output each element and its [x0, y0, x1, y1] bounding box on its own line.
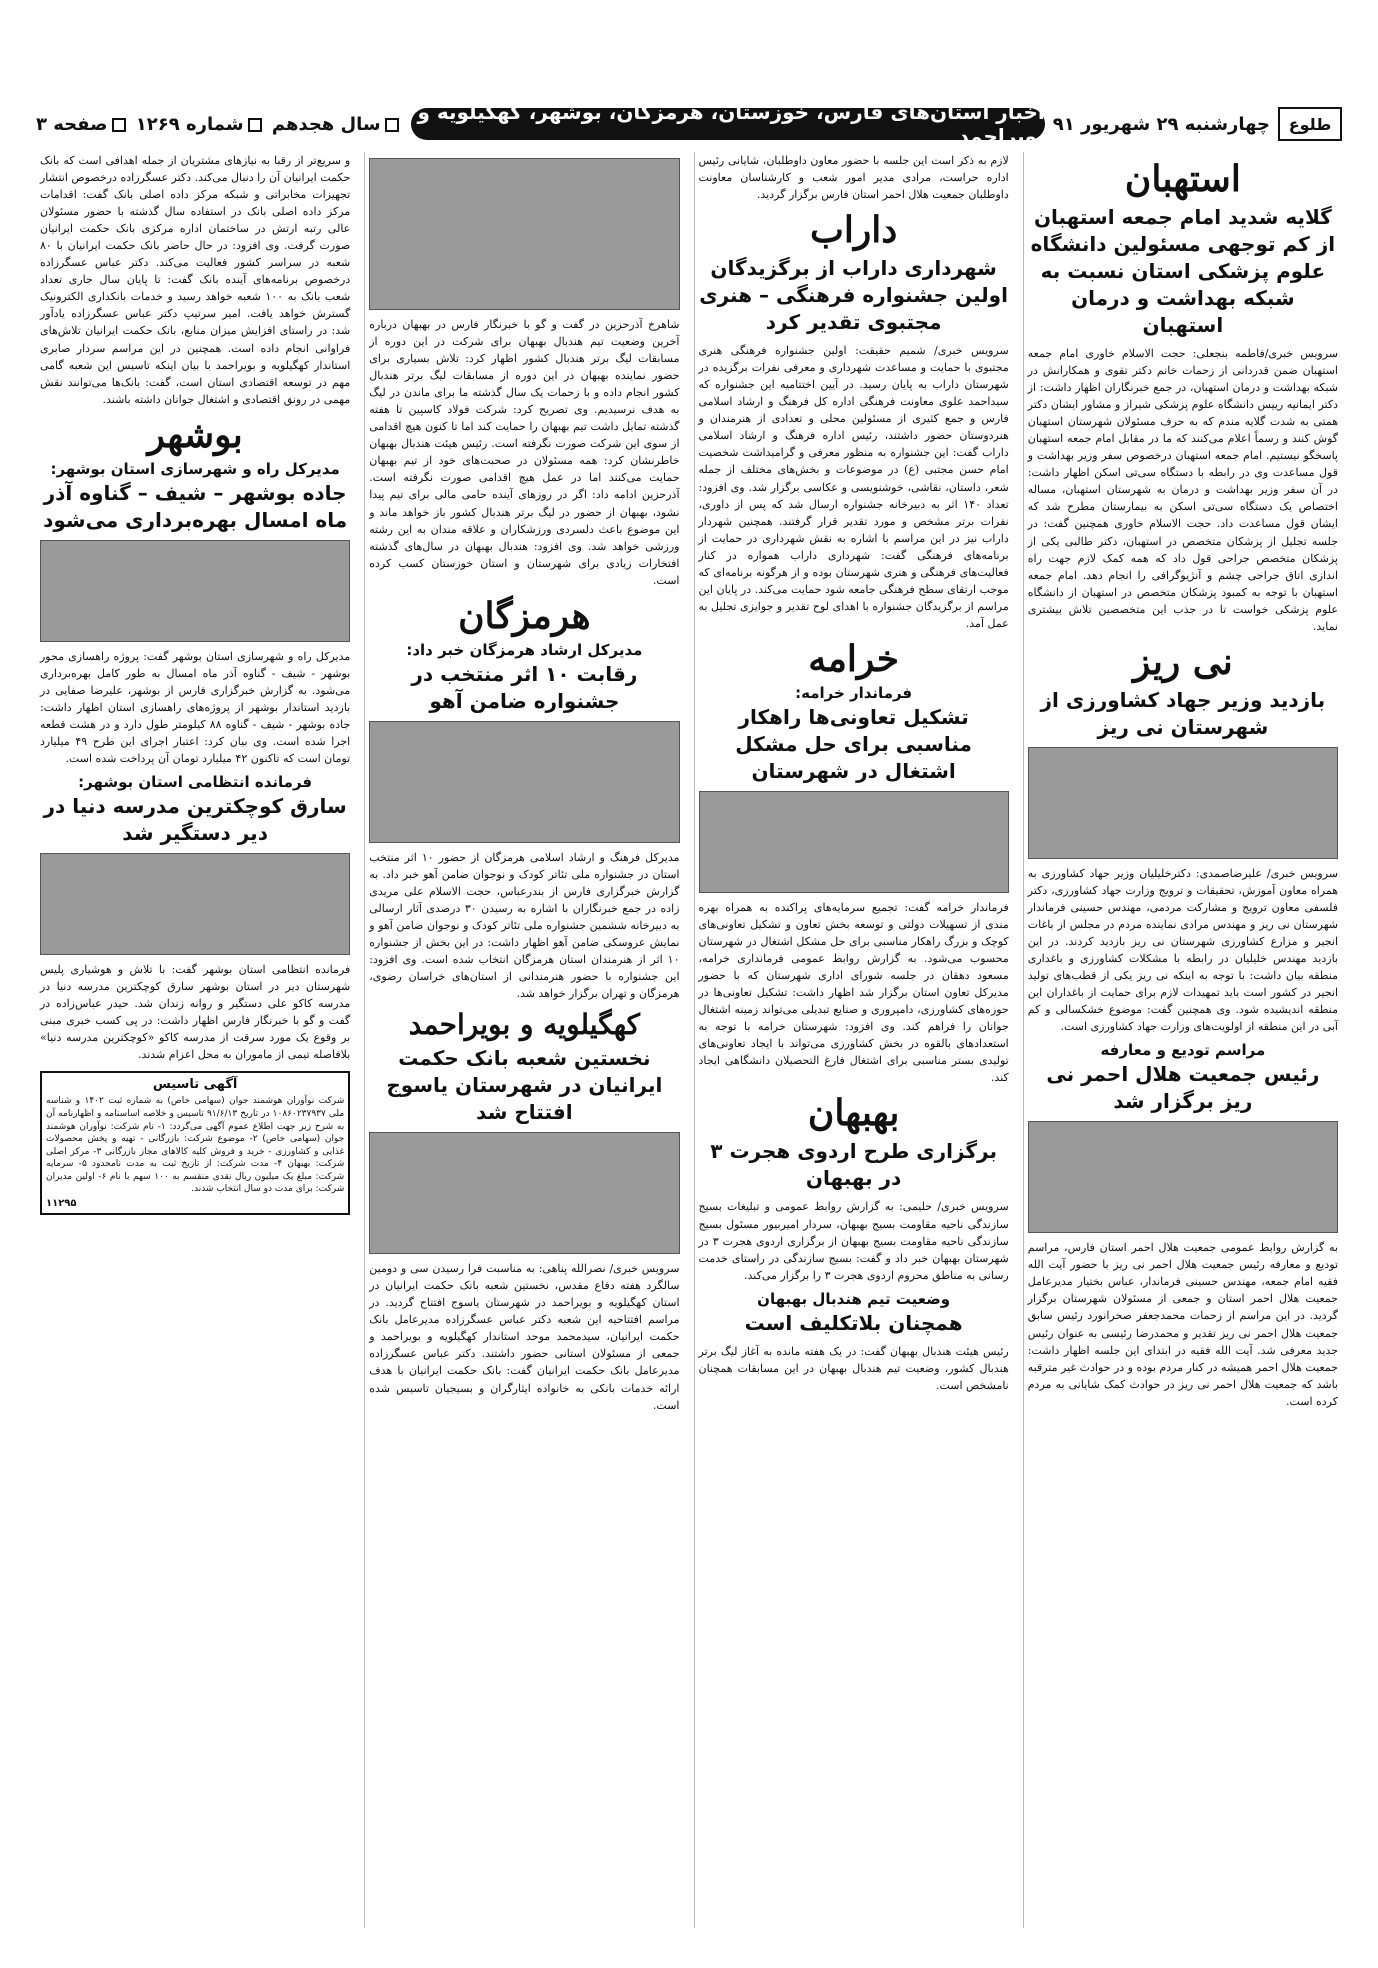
- article-body-bank: سرویس خبری/ نصرالله پناهی: به مناسبت فرا رسیدن سی و دومین سالگرد هفته دفاع مقدس، نخستین شعبه بانک حکمت ایرانیان در استان کهگیلویه و بویراحمد در شهرستان یاسوج افتتاح گردید. در مراسم افتتاحیه این شعبه دکتر عباس عسگرزاده مدیرعامل بانک حکمت ایرانیان، سیدمحمد موحد استاندار کهگیلویه و بویراحمد و جمعی از مسئولان استانی حضور داشتند. دکتر عباس عسگرزاده مدیرعامل بانک حکمت ایرانیان گفت: بانک حکمت ایرانیان با هدف ارائه خدمات بانکی به خانواده ایثارگران و بسیجیان تاسیس شده است.: [369, 1262, 680, 1412]
- kicker-police: فرمانده انتظامی استان بوشهر:: [78, 773, 313, 792]
- square-icon: [112, 118, 126, 132]
- kicker-red-crescent: مراسم تودیع و معارفه: [1100, 1041, 1266, 1060]
- issue-date: چهارشنبه ۲۹ شهریور ۹۱: [1052, 113, 1270, 135]
- headline-kharameh: تشکیل تعاونی‌ها راهکار مناسبی برای حل مشکل اشتغال در شهرستان: [735, 704, 972, 783]
- photo-road-official: [40, 540, 350, 642]
- photo-cleric-official: [369, 721, 679, 843]
- section-title-estahban: استهبان: [1124, 158, 1241, 200]
- page-number: صفحه ۳: [36, 113, 108, 135]
- article-body-kharameh: فرماندار خرامه گفت: تجمیع سرمایه‌های پراکنده به همراه بهره مندی از تسهیلات دولتی و توسعه بخش تعاون و تشکیل تعاونی‌های کوچک و بزرگ راهکار مناسبی برای حل مشکل اشتغال در شهرستان محسوب می‌شود. به گزارش روابط عمومی فرمانداری خرامه، مسعود دهقان در جلسه شورای اداری شهرستان که با حضور مدیرکل تعاون استان برگزار شد اظهار داشت: تشکیل تعاونی‌ها در حوزه‌های کشاورزی، دامپروری و صنایع تبدیلی می‌تواند زمینه اشتغال جوانان را فراهم کند. وی افزود: شهرستان خرامه با توجه به استعدادهای بالقوه در بخش کشاورزی می‌تواند با ایجاد تعاونی‌های تولیدی بستر مناسبی برای اشتغال فارغ التحصیلان دانشگاهی ایجاد کند.: [698, 900, 1009, 1085]
- kicker-hormozgan: مدیرکل ارشاد هرمزگان خبر داد:: [406, 640, 643, 659]
- kicker-kharameh: فرماندار خرامه:: [795, 683, 913, 702]
- ad-text: شرکت نوآوران هوشمند جوان (سهامی خاص) به شماره ثبت ۱۴۰۲ و شناسه ملی ۱۰۸۶۰۲۳۷۹۳۷ در تاریخ ۹۱/۶/۱۳ تاسیس و خلاصه اساسنامه و اظهارنامه آن به شرح زیر جهت اطلاع عموم آگهی می‌گردد: ۱- نام شرکت: نوآوران هوشمند جوان (سهامی خاص) ۲- موضوع شرکت: بازرگانی - تهیه و پخش محصولات غذایی و کشاورزی - خرید و فروش کلیه کالاهای مجاز بازرگانی ۳- مرکز اصلی شرکت: بهبهان ۴- مدت شرکت: از تاریخ ثبت به مدت نامحدود ۵- سرمایه شرکت: مبلغ یک میلیون ریال نقدی منقسم به ۱۰۰ سهم با نام ۶- اولین مدیران شرکت: برای مدت دو سال انتخاب شدند.: [46, 1096, 345, 1195]
- article-body-behbahan: سرویس خبری/ حلیمی: به گزارش روابط عمومی و تبلیغات بسیج سازندگی ناحیه مقاومت بسیج بهبهان، سردار امیربیور مسئول بسیج سازندگی ناحیه مقاومت بسیج بهبهان از برگزاری اردوی هجرت ۳ در شهرستان بهبهان خبر داد و گفت: بسیج سازندگی در راستای خدمت رسانی به مناطق محروم اردوی هجرت ۳ را برگزار می‌کند.: [698, 1200, 1009, 1282]
- section-title-bushehr: بوشهر: [147, 413, 243, 456]
- headline-handball: همچنان بلاتکلیف است: [744, 1310, 963, 1335]
- article-columns: [36, 152, 1342, 1928]
- headline-darab: شهرداری داراب از برگزیدگان اولین جشنواره فرهنگی – هنری مجتبوی تقدیر کرد: [699, 256, 1008, 335]
- headline-neyriz: بازدید وزیر جهاد کشاورزی از شهرستان نی ریز: [1040, 687, 1326, 739]
- headline-bank-opening: نخستین شعبه بانک حکمت ایرانیان در شهرستان یاسوج افتتاح شد: [386, 1046, 663, 1125]
- section-title-kharameh: خرامه: [808, 637, 899, 680]
- column-3: [364, 152, 683, 1928]
- article-body-police: فرمانده انتظامی استان بوشهر گفت: با تلاش و هوشیاری پلیس شهرستان دیر در استان بوشهر سارق کوچکترین مدرسه دنیا در مدرسه کاکو علی دستگیر و روانه زندان شد. حیدر عباس‌زاده در گفت و گو با خبرنگار فارس اظهار داشت: در پی کسب خبری مبنی بر وقوع یک مورد سرقت از مدرسه کاکو «کوچکترین مدرسه دنیا» بلافاصله تیمی از ماموران به محل اعزام شدند.: [40, 963, 351, 1062]
- classified-ad: [40, 1071, 350, 1215]
- column-1: [1023, 152, 1342, 1928]
- masthead: [36, 100, 1342, 148]
- headline-red-crescent: رئیس جمعیت هلال احمر نی ریز برگزار شد: [1046, 1062, 1320, 1114]
- issue-number: شماره ۱۲۶۹: [135, 113, 244, 135]
- photo-police-commander: [40, 853, 350, 955]
- newspaper-logo: طلوع: [1278, 107, 1342, 141]
- section-title-darab: داراب: [809, 209, 898, 252]
- article-intro: لازم به ذکر است این جلسه با حضور معاون داوطلبان، شایانی رئیس اداره حراست، مرادی مدیر امور شعب و کارشناسان معاونت داوطلبان جمعیت هلال احمر استان فارس برگزار گردید.: [698, 154, 1009, 202]
- article-body-handball-cont: شاهرخ آذرحزین در گفت و گو با خبرنگار فارس در بهبهان درباره آخرین وضعیت تیم هندبال بهبهان برای شرکت در این دوره از مسابقات لیگ برتر هندبال کشور اظهار کرد: تلاش بسیاری برای حضور نماینده بهبهان در این دوره از مسابقات لیگ برتر هندبال کشور انجام داده و با زحمات یک سال گذشته ما برای ماندن در لیگ به هدف نرسیدیم. وی تصریح کرد: شرکت فولاد کاسپین تا هفته گذشته تمایل داشت تیم بهبهان را حمایت کند اما تا کنون هیچ اقدامی از سوی این شرکت صورت نگرفته است. رئیس هیئت هندبال بهبهان خاطرنشان کرد: همه مسئولان در صحبت‌های خود از تیم بهبهان حمایت می‌کنند اما در عمل هیچ اقدامی صورت نگرفته است. آذرحزین ادامه داد: اگر در روزهای آینده حامی مالی برای تیم پیدا نشود، بهبهان از حضور در لیگ برتر هندبال کشور باز خواهد ماند و این موضوع باعث دلسردی ورزشکاران و علاقه مندان به این رشته ورزشی خواهد شد. وی افزود: هندبال بهبهان در سال‌های گذشته افتخارات زیادی برای شهرستان و استان خوزستان کسب کرده است.: [369, 318, 680, 587]
- kicker-handball: وضعیت تیم هندبال بهبهان: [757, 1289, 951, 1308]
- photo-minister-visit: [1028, 747, 1338, 859]
- article-body-bushehr-road: مدیرکل راه و شهرسازی استان بوشهر گفت: پروژه راهسازی محور بوشهر - شیف - گناوه آذر ماه امسال به طور کامل بهره‌برداری می‌شود. به گزارش خبرگزاری فارس از بوشهر، علیرضا صفایی در بازدید استاندار بوشهر از پروژه‌های راهسازی استان اظهار داشت: جاده بوشهر - شیف - گناوه ۸۸ کیلومتر طول دارد و در هشت قطعه اجرا شده است. وی بیان کرد: اعتبار اجرای این طرح ۴۹ میلیارد تومان است که تاکنون ۴۲ میلیارد تومان آن پرداخت شده است.: [40, 649, 351, 765]
- photo-handball-player: [369, 158, 679, 310]
- ad-title: آگهی تاسیس: [152, 1077, 238, 1093]
- article-body-handball: رئیس هیئت هندبال بهبهان گفت: در یک هفته مانده به آغاز لیگ برتر هندبال کشور، وضعیت تیم هندبال بهبهان در این مسابقات همچنان نامشخص است.: [698, 1344, 1009, 1392]
- kicker-bushehr: مدیرکل راه و شهرسازی استان بوشهر:: [50, 459, 340, 478]
- article-body-darab: سرویس خبری/ شمیم حقیقت: اولین جشنواره فرهنگی هنری مجتبوی با حمایت و مساعدت شهرداری و معرفی نفرات برگزیده در شهرستان داراب به پایان رسید. در آیین اختتامیه این جشنواره که سیداحمد علوی معاونت فرهنگی اداره کل فرهنگ و ارشاد اسلامی فارس و جمع کثیری از مسئولین محلی و تعدادی از هنرمندان و هنردوستان حضور داشتند، رئیس اداره فرهنگ و ارشاد اسلامی داراب گفت: این جشنواره به منظور معرفی و گرامیداشت شخصیت امام حسن مجتبی (ع) در موضوعات و بخش‌های مختلف از جمله شعر، داستان، نقاشی، خوشنویسی و عکاسی برگزار شد. وی افزود: تعداد ۱۴۰ اثر به دبیرخانه جشنواره ارسال شد که پس از داوری، نفرات برتر مشخص و مورد تقدیر قرار گرفتند. همچنین شهردار داراب نیز در این مراسم با اشاره به نقش شهرداری در حمایت از برنامه‌های فرهنگی گفت: شهرداری داراب همواره در کنار فعالیت‌های فرهنگی و هنری شهرستان بوده و از هرگونه برنامه‌ای که موجب ارتقای سطح فرهنگی جامعه شود حمایت می‌کند. در پایان این مراسم از برگزیدگان جشنواره با اهدای لوح تقدیر و جوایزی تجلیل به عمل آمد.: [698, 344, 1009, 630]
- article-body-neyriz: سرویس خبری/ علیرضاصمدی: دکترخلیلیان وزیر جهاد کشاورزی به همراه معاون آموزش، تحقیقات و ترویج وزارت جهاد کشاورزی، دکتر فلسفی معاون ترویج و مشارکت مردمی، مهندس حسینی فرماندار شهرستان نی ریز و مهندس مرادی نماینده مردم در مجلس از باغات انجیر و مزارع کشاورزی شهرستان نی ریز بازدید کردند. در این بازدید مهندس خلیلیان در رابطه با مشکلات کشاورزی و باغداری منطقه بیان داشت: با توجه به اینکه نی ریز یکی از قطب‌های تولید انجیر در کشور است باید تمهیدات لازم برای حمایت از باغداران این منطقه اندیشیده شود. وی همچنین گفت: موضوع خشکسالی و کم آبی در این منطقه از اولویت‌های وزارت جهاد کشاورزی است.: [1027, 866, 1338, 1034]
- headline-estahban: گلایه شدید امام جمعه استهبان از کم توجهی مسئولین دانشگاه علوم پزشکی استان نسبت به شبکه بهداشت و درمان استهبان: [1030, 205, 1336, 337]
- headline-hormozgan: رقابت ۱۰ اثر منتخب در جشنواره ضامن آهو: [411, 661, 638, 713]
- column-2: [694, 152, 1013, 1928]
- ad-code: ۱۱۲۹۵: [46, 1198, 77, 1210]
- square-icon: [248, 118, 262, 132]
- photo-bank-opening: [369, 1132, 679, 1254]
- issue-info: [36, 114, 403, 135]
- article-body-red-crescent: به گزارش روابط عمومی جمعیت هلال احمر استان فارس، مراسم تودیع و معارفه رئیس جمعیت هلال احمر نی ریز با حضور آیت الله فقیه امام جمعه، مهندس حسینی فرماندار، عباس بختیار مدیرعامل جمعیت هلال احمر استان و جمعی از مسئولان شهرستان برگزار گردید. در این مراسم از زحمات محمدجعفر صحرانورد رئیس سابق جمعیت هلال احمر نی ریز تقدیر و محمدرضا رئیسی به عنوان رئیس جدید معرفی شد. آیت الله فقیه در ابتدای این جلسه اظهار داشت: جمعیت هلال احمر همیشه در کنار مردم بوده و در حوادث غیر مترقبه باشد که جمعیت هلال احمر نی ریز در حوادث کمک شایانی به مردم کرده است.: [1027, 1241, 1338, 1408]
- year-label: سال هجدهم: [271, 113, 381, 135]
- article-body-bank-cont: و سریع‌تر از رقبا به نیازهای مشتریان از جمله اهدافی است که بانک حکمت ایرانیان آن را دنبال می‌کند. دکتر عسگرزاده درخصوص انتشار تجهیزات مخابراتی و شبکه مرکز داده اصلی بانک گفت: اقدامات مرکز داده اصلی بانک در استفاده سال گذشته با حضور مسئولان عالی رتبه ارتش در ساختمان اداره مرکزی بانک حکمت ایرانیان صورت گرفت. وی افزود: در حال حاضر بانک حکمت ایرانیان با ۸۰ شعبه در سراسر کشور فعالیت می‌کند. دکتر عباس عسگرزاده درخصوص برنامه‌های آینده بانک گفت: تا پایان سال جاری تعداد شعب بانک به ۱۰۰ شعبه خواهد رسید و خدمات بانکداری الکترونیک گسترش خواهد یافت. امیر سرتیپ دکتر عباس عسگرزاده یادآور شد: در راستای افزایش میزان منابع، بانک حکمت ایرانیان تلاش‌های فراوانی انجام داده است. همچنین در این مراسم سردار صابری استاندار کهگیلویه و بویراحمد با بیان اینکه تاسیس این شعبه گامی مهم در توسعه اقتصادی استان است، گفت: بانک‌ها می‌توانند نقش مهمی در رونق اقتصادی و اشتغال جوانان داشته باشند.: [40, 154, 351, 406]
- section-title-kohgiluyeh: کهگیلویه و بویراحمد: [408, 1008, 640, 1042]
- article-body-estahban: سرویس خبری/فاطمه بنجعلی: حجت الاسلام خاوری امام جمعه استهبان ضمن قدردانی از زحمات خانم دکتر تقوی و همکارانش در شبکه بهداشت و درمان استهبان، در جمع خبرنگاران اظهار داشت: از دکتر ایمانیه رییس دانشگاه علوم پزشکی شیراز و مشاور ایشان دکتر همتی به شدت گلایه مندم که به حرف مسئولان شهرستان استهبان گوش کنند و رسماً اعلام می‌کنند که ما در مقابل امام جمعه استهبان پاسخگو نیستیم. امام جمعه استهبان درخصوص سفر وزیر بهداشت و قول مساعدت وی در رابطه با دستگاه سی‌تی اسکن اظهار داشت: در آن سفر وزیر بهداشت و درمان به شهرستان استهبان، مساله اختصاص یک دستگاه سی‌تی اسکن به بیمارستان مطرح شد که ایشان قول مساعدت داد. حجت الاسلام خاوری همچنین گفت: در جلسه تجلیل از پزشکان متخصص در استهبان، دکتر طالبی یکی از پزشکان متخصص جراحی قول داد که همه کمک لازم جهت راه اندازی اتاق جراحی چشم و آنژیوگرافی را انجام دهد. امام جمعه استهبان با توجه به کمبود پزشکان متخصص در استهبان از دانشگاه علوم پزشکی خواست تا در جذب این متخصصین تلاش بیشتری نماید.: [1027, 347, 1338, 633]
- article-body-hormozgan: مدیرکل فرهنگ و ارشاد اسلامی هرمزگان از حضور ۱۰ اثر منتخب استان در جشنواره ملی تئاتر کودک و نوجوان ضامن آهو خبر داد. به گزارش خبرگزاری فارس از بندرعباس، حجت الاسلام علی مریدی زاده در جمع خبرنگاران با اشاره به رسیدن ۳۰ درصدی آثار ارسالی به دبیرخانه ششمین جشنواره ملی تئاتر کودک و نوجوان ضامن آهو و نمایش عروسکی ضامن آهو اظهار داشت: در این بخش از جشنواره ۱۰ اثر از هنرمندان استان هرمزگان انتخاب شده است. وی افزود: این جشنواره با حضور هنرمندانی از استان‌های خراسان رضوی، هرمزگان و تهران برگزار خواهد شد.: [369, 850, 680, 1001]
- headline-police: سارق کوچکترین مدرسه دنیا در دیر دستگیر شد: [43, 794, 347, 846]
- column-4: [36, 152, 354, 1928]
- photo-council-meeting: [699, 791, 1009, 893]
- square-icon: [385, 118, 399, 132]
- section-title-hormozgan: هرمزگان: [458, 594, 591, 637]
- headline-bushehr-road: جاده بوشهر – شیف – گناوه آذر ماه امسال بهره‌برداری می‌شود: [43, 480, 348, 532]
- headline-behbahan: برگزاری طرح اردوی هجرت ۳ در بهبهان: [710, 1139, 997, 1191]
- section-title-behbahan: بهبهان: [807, 1092, 900, 1135]
- page-banner: اخبار استان‌های فارس، خوزستان، هرمزگان، بوشهر، کهگیلویه و بویراحمد: [411, 108, 1045, 140]
- photo-red-crescent: [1028, 1121, 1338, 1233]
- section-title-neyriz: نی ریز: [1132, 640, 1233, 683]
